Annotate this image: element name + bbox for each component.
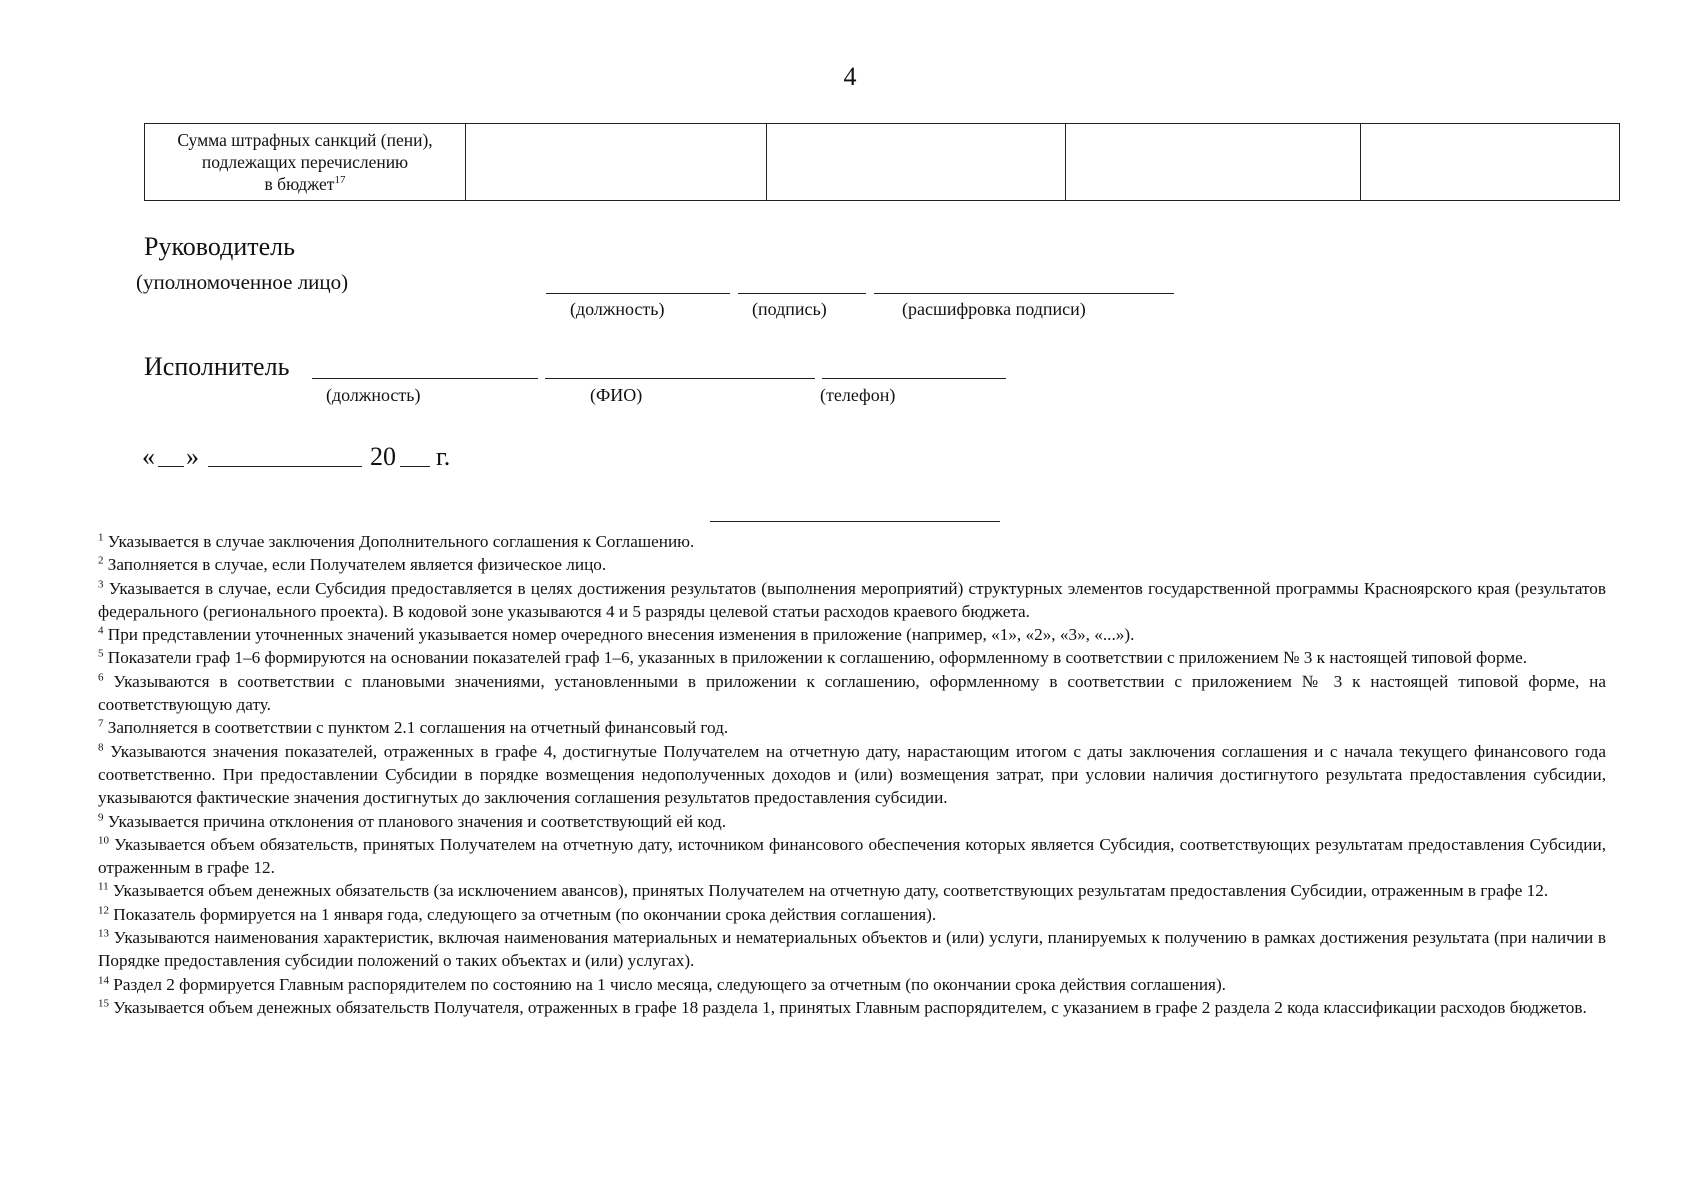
footnote-number: 10 [98, 834, 109, 847]
footnote-text: Указываются наименования характеристик, включая наименования материальных и нематериальных объектов и (или) услуги, планируемых к получению в рамках достижения результата (при наличии в Порядке предоставления субсидии положений о таких объектах и (или) услугах). [98, 928, 1606, 971]
position-signature-line[interactable] [546, 293, 730, 294]
footnote-text: При представлении уточненных значений указывается номер очередного внесения изменения в приложение (например, «1», «2», «3», «...»). [107, 625, 1135, 645]
footnote-number: 11 [98, 880, 109, 893]
footnotes-list [98, 530, 1606, 1019]
footnote-text: Заполняется в соответствии с пунктом 2.1 соглашения на отчетный финансовый год. [107, 718, 729, 738]
date-year-prefix: 20 [370, 442, 396, 471]
footnote [98, 740, 1606, 810]
footnote-text: Указывается объем денежных обязательств Получателя, отраженных в графе 18 раздела 1, принятых Главным распорядителем, с указанием в графе 2 раздела 2 кода классификации расходов бюджетов. [113, 997, 1587, 1017]
footnote-number: 4 [98, 624, 104, 637]
footnote [98, 623, 1606, 646]
page-number: 4 [843, 62, 857, 91]
signature-line[interactable] [738, 293, 866, 294]
footnote [98, 553, 1606, 576]
penalty-sum-label [145, 124, 466, 201]
executor-phone-line[interactable] [822, 378, 1006, 379]
footnote-text: Указывается объем обязательств, принятых Получателем на отчетную дату, источником финансового обеспечения которых является Субсидия, соответствующих результатам предоставления Субсидии, отраженным в графе 12. [98, 834, 1606, 878]
executor-name-line[interactable] [545, 378, 815, 379]
footnote-number: 3 [98, 577, 104, 590]
head-subtitle: (уполномоченное лицо) [136, 270, 349, 294]
footnote-text: Указывается объем денежных обязательств (за исключением авансов), принятых Получателем на отчетную дату, соответствующих результатам предоставления Субсидии, отраженным в графе 12. [112, 881, 1549, 901]
signature-decoding-caption: (расшифровка подписи) [902, 299, 1086, 319]
footnote [98, 996, 1606, 1019]
executor-name-caption: (ФИО) [590, 385, 643, 405]
footnote-number: 7 [98, 717, 104, 730]
signature-caption: (подпись) [752, 299, 827, 319]
footnote-number: 1 [98, 531, 104, 544]
footnote [98, 833, 1606, 880]
footnote [98, 926, 1606, 973]
head-title: Руководитель [144, 232, 295, 261]
executor-position-line[interactable] [312, 378, 538, 379]
executor-phone-caption: (телефон) [820, 385, 896, 405]
table-cell[interactable] [466, 124, 767, 201]
footnote-ref: 17 [334, 174, 346, 187]
footnote [98, 973, 1606, 996]
footnote-separator [710, 521, 1000, 522]
date-year-suffix: г. [436, 442, 451, 471]
date-month-line[interactable] [208, 466, 362, 467]
table-row [145, 124, 1620, 201]
date-day-line[interactable] [158, 466, 184, 467]
footnote-text: Указываются в соответствии с плановыми значениями, установленными в приложении к соглашению, оформленному в соответствии с приложением № 3 к настоящей типовой форме, на соответствующую дату. [98, 671, 1606, 715]
position-caption: (должность) [570, 299, 665, 319]
footnote [98, 903, 1606, 926]
executor-position-caption: (должность) [326, 385, 421, 405]
label-line: Сумма штрафных санкций (пени), [177, 130, 433, 150]
footnote-text: Указываются значения показателей, отраженных в графе 4, достигнутые Получателем на отчетную дату, нарастающим итогом с даты заключения соглашения и с начала текущего финансового года соответственно. При предоставлении Субсидии в порядке возмещения недополученных доходов и (или) возмещения затрат, при условии наличия достигнутого результата предоставления субсидии, указываются фактические значения достигнутых до заключения соглашения результатов предоставления субсидии. [98, 741, 1606, 808]
footnote-text: Указывается в случае заключения Дополнительного соглашения к Соглашению. [107, 532, 695, 551]
footnote-text: Показатели граф 1–6 формируются на основании показателей граф 1–6, указанных в приложении к соглашению, оформленному в соответствии с приложением № 3 к настоящей типовой форме. [107, 648, 1528, 668]
footnote-text: Указывается в случае, если Субсидия предоставляется в целях достижения результатов (выполнения мероприятий) структурных элементов государственной программы Красноярского края (результатов федерального (регионального проекта). В кодовой зоне указываются 4 и 5 разряды целевой статьи расходов краевого бюджета. [98, 578, 1606, 621]
footnote-text: Заполняется в случае, если Получателем является физическое лицо. [107, 555, 607, 575]
footnote [98, 670, 1606, 717]
footnote-number: 9 [98, 810, 104, 823]
table-cell[interactable] [1361, 124, 1620, 201]
footnote-number: 12 [98, 904, 109, 917]
footnote-text: Раздел 2 формируется Главным распорядителем по состоянию на 1 число месяца, следующего за отчетным (по окончании срока действия соглашения). [113, 974, 1226, 994]
footnote-number: 2 [98, 554, 104, 567]
label-line: в бюджет [264, 174, 335, 194]
date-open-quote: « [142, 442, 155, 471]
label-line: подлежащих перечислению [201, 152, 409, 172]
executor-title: Исполнитель [144, 352, 290, 381]
footnote-number: 15 [98, 997, 109, 1010]
signature-decoding-line[interactable] [874, 293, 1174, 294]
footnote [98, 716, 1606, 739]
footnote-text: Указывается причина отклонения от планового значения и соответствующий ей код. [107, 811, 726, 831]
footnote [98, 879, 1606, 902]
footnote-number: 14 [98, 973, 109, 986]
date-year-line[interactable] [400, 466, 430, 467]
footnote-number: 8 [98, 740, 104, 753]
footnote-number: 13 [98, 927, 109, 940]
footnote [98, 577, 1606, 624]
table-cell[interactable] [767, 124, 1066, 201]
footnote-number: 6 [98, 671, 104, 684]
footnote [98, 646, 1606, 669]
footnote-number: 5 [98, 647, 104, 660]
footnote [98, 810, 1606, 833]
footnote-text: Показатель формируется на 1 января года, следующего за отчетным (по окончании срока действия соглашения). [113, 904, 937, 924]
footnote [98, 530, 1606, 553]
date-close-quote: » [186, 442, 199, 471]
table-cell[interactable] [1066, 124, 1361, 201]
penalty-sum-table [144, 123, 1620, 201]
